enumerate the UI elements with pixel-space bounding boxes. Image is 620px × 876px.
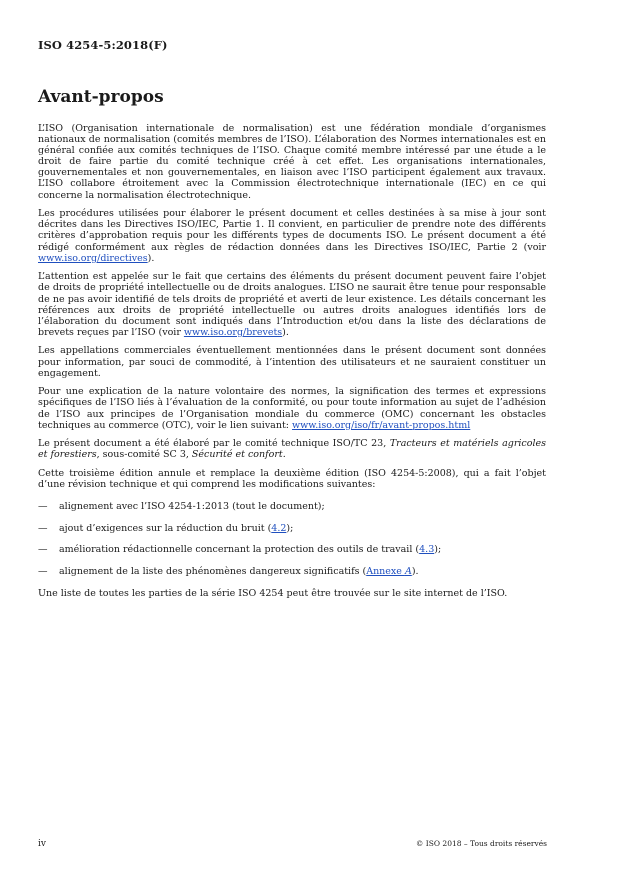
list-dash: — [38,522,48,534]
paragraph-text: Pour une explication de la nature volontaire des normes, la signification des termes et expressions spécifiques de l’ISO liés à l’évaluation de la conformité, ou pour toute information au sujet de l’adhésion de l’ISO aux principes de l’Organisation mondiale du commerce (OMC) concernant les obstacles techniques au commerce (OTC), voir le lien suivant: [38,386,546,431]
subcommittee-title: Sécurité et confort [191,449,283,461]
paragraph [38,438,546,460]
list-item [38,523,546,534]
link-directives[interactable]: www.iso.org/directives [38,252,148,264]
page-number: iv [38,839,46,849]
paragraph-text: Le présent document a été élaboré par le comité technique ISO/TC 23, [38,438,390,450]
list-item [38,544,546,555]
list-item-segment: alignement de la liste des phénomènes dangereux significatifs ( [59,566,367,578]
committee-title: Tracteurs et matériels agricoles et forestiers [38,438,546,461]
list-item-text [59,544,441,555]
list-item [38,566,546,577]
paragraph-text: L’attention est appelée sur le fait que certains des éléments du présent document peuvent faire l’objet de droits de propriété intellectuelle ou de droits analogues. L’ISO ne saurait être tenue pour responsable de ne pas avoir identifié de tels droits de propriété et averti de leur existence. Les détails concernant les références aux droits de propriété intellectuelle ou autres droits analogues identifiés lors de l’élaboration du document sont indiqués dans l’Introduction et/ou dans la liste des déclarations de brevets reçues par l’ISO (voir [38,271,546,338]
list-dash: — [38,544,48,556]
paragraph: Cette troisième édition annule et remplace la deuxième édition (ISO 4254-5:2008), qui a fait l’objet d’une révision technique et qui comprend les modifications suivantes: [38,468,546,491]
link-brevets[interactable]: www.iso.org/brevets [183,326,283,338]
list-item-text: alignement avec l’ISO 4254-1:2013 (tout le document); [59,501,325,513]
link-clause-4-2[interactable]: 4.2 [271,522,287,534]
link-clause-4-3[interactable]: 4.3 [419,544,435,556]
copyright-notice: © ISO 2018 – Tous droits réservés [415,839,547,848]
paragraph-text: ). [282,326,289,338]
link-text: Annexe [366,566,405,578]
list-item-text [59,566,419,577]
paragraph [38,386,546,430]
paragraph-text: ). [147,252,155,264]
link-annex-a[interactable] [366,566,412,577]
list-dash: — [38,566,48,578]
link-text: A [404,566,412,578]
list-item-text [59,523,293,534]
paragraph: Une liste de toutes les parties de la série ISO 4254 peut être trouvée sur le site internet de l’ISO. [38,587,508,599]
document-id: ISO 4254-5:2018(F) [38,38,168,52]
document-body [38,123,546,606]
list-item [38,501,546,512]
link-avant-propos[interactable]: www.iso.org/iso/fr/avant-propos.html [292,419,471,431]
list-item-segment: ); [286,522,294,534]
paragraph: L’ISO (Organisation internationale de normalisation) est une fédération mondiale d’organismes nationaux de normalisation (comités membres de l’ISO). L’élaboration des Normes internationales est en général confiée aux comités techniques de l’ISO. Chaque comité membre intéressé par une étude a le droit de faire partie du comité technique créé à cet effet. Les organisations internationales, gouvernementales et non gouvernementales, en liaison avec l’ISO participent également aux travaux. L’ISO collabore étroitement avec la Commission électrotechnique internationale (IEC) en ce qui concerne la normalisation électrotechnique. [38,123,546,201]
list-item-segment: amélioration rédactionnelle concernant la protection des outils de travail ( [59,544,420,556]
paragraph [38,208,546,263]
paragraph-text: Les procédures utilisées pour élaborer le présent document et celles destinées à sa mise à jour sont décrites dans les Directives ISO/IEC, Partie 1. Il convient, en particulier de prendre note des différents critères d’approbation requis pour les différents types de documents ISO. Le présent document a été rédigé conformément aux règles de rédaction données dans les Directives ISO/IEC, Partie 2 (voir [38,208,546,253]
page-title: Avant-propos [38,87,164,107]
list-item-segment: ). [411,566,419,578]
paragraph: Les appellations commerciales éventuellement mentionnées dans le présent document sont données pour information, par souci de commodité, à l’intention des utilisateurs et ne sauraient constituer un engagement. [38,345,546,379]
list-item-segment: ); [434,544,442,556]
list-dash: — [38,501,48,513]
paragraph-text: , sous-comité SC 3, [96,449,192,461]
paragraph [38,271,546,338]
list-item-segment: ajout d’exigences sur la réduction du bruit ( [59,522,272,534]
paragraph-text: . [282,449,286,461]
